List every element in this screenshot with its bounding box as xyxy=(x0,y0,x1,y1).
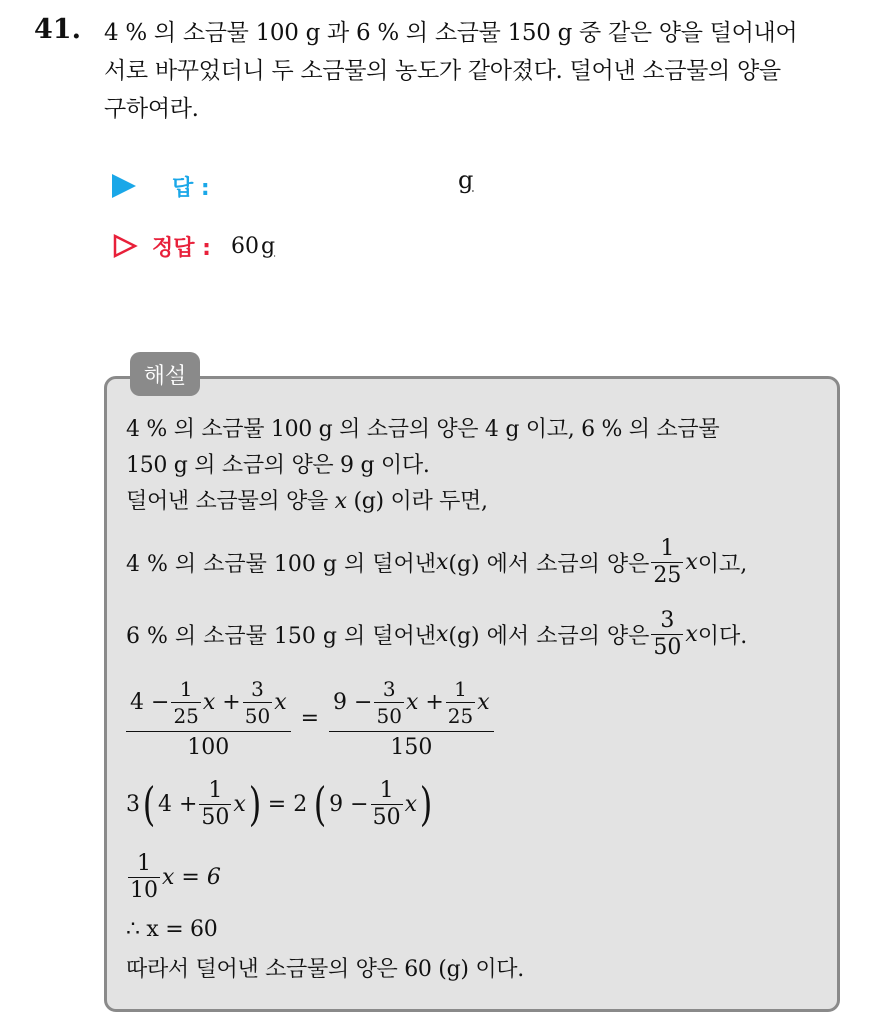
fraction xyxy=(446,676,475,729)
numerator: 3 xyxy=(251,677,264,701)
text: 덜어낸 소금물의 양을 xyxy=(126,489,335,514)
equation-3 xyxy=(126,842,836,912)
denominator: 25 xyxy=(653,562,682,588)
var-x: x xyxy=(404,791,418,817)
text: 4 − xyxy=(130,690,170,715)
text: 이다. xyxy=(697,623,748,649)
numerator: 3 xyxy=(382,677,396,701)
denominator: 50 xyxy=(201,804,230,830)
question-number: 41. xyxy=(34,14,81,45)
solution-line xyxy=(126,484,836,520)
correct-answer-row xyxy=(112,226,275,266)
text: 9 − xyxy=(333,690,373,715)
fraction xyxy=(171,676,200,729)
question-text xyxy=(104,14,874,128)
numerator: 1 xyxy=(660,535,675,561)
text: 4 + xyxy=(157,791,198,817)
denominator: 25 xyxy=(173,704,199,728)
outline-triangle-icon xyxy=(112,233,138,259)
text: (g) 에서 소금의 양은 xyxy=(448,551,650,577)
text: (g) 이라 두면, xyxy=(346,489,488,514)
denominator: 10 xyxy=(130,877,158,903)
equation-4: ∴ x = 60 xyxy=(126,917,218,942)
text: = 2 xyxy=(267,791,308,817)
numerator: 1 xyxy=(179,677,193,701)
solution-line xyxy=(126,598,836,670)
numerator: 1 xyxy=(379,777,394,803)
text: 9 − xyxy=(329,791,369,817)
answer-label: 답 : xyxy=(172,175,210,201)
var-x: x xyxy=(435,621,449,647)
var-x: x xyxy=(477,690,490,715)
left-paren: ( xyxy=(313,777,327,831)
fraction xyxy=(651,608,683,661)
correct-value-number: 60 xyxy=(230,233,259,259)
var-x: x xyxy=(274,690,287,715)
equation-2 xyxy=(126,766,836,842)
text: x + xyxy=(405,690,444,715)
var-x: x xyxy=(435,549,449,575)
numerator: 3 xyxy=(660,607,675,633)
question-line: 4 % 의 소금물 100 g 과 6 % 의 소금물 150 g 중 같은 양을 덜어내어 xyxy=(104,20,798,46)
correct-answer-value xyxy=(231,234,275,259)
text: 4 % 의 소금물 100 g 의 덜어낸 xyxy=(126,551,436,577)
play-triangle-icon xyxy=(112,174,136,198)
left-paren: ( xyxy=(142,777,156,831)
var-x: x xyxy=(334,489,347,514)
var-x: x xyxy=(685,621,698,647)
denominator: 150 xyxy=(329,731,494,762)
denominator: 50 xyxy=(376,704,402,728)
solution-line xyxy=(126,526,836,598)
fraction xyxy=(374,676,403,729)
text: (g) 에서 소금의 양은 xyxy=(448,623,650,649)
solution-conclusion: 따라서 덜어낸 소금물의 양은 60 (g) 이다. xyxy=(126,957,524,982)
big-fraction-left xyxy=(126,675,291,762)
correct-answer-unit: g xyxy=(260,233,276,259)
equals-sign: = xyxy=(300,705,320,731)
answer-row xyxy=(112,166,474,206)
text: x + xyxy=(202,690,241,715)
fraction xyxy=(651,536,683,589)
var-x: x xyxy=(233,791,246,817)
answer-unit: g xyxy=(458,166,474,194)
solution-content xyxy=(126,412,836,988)
solution-line: 4 % 의 소금물 100 g 의 소금의 양은 4 g 이고, 6 % 의 소금물 xyxy=(126,417,720,442)
var-x: x xyxy=(685,549,698,575)
denominator: 50 xyxy=(244,704,271,728)
solution-tab: 해설 xyxy=(130,352,200,396)
fraction xyxy=(371,778,403,831)
numerator: 1 xyxy=(137,850,151,876)
text: 3 xyxy=(126,791,140,817)
denominator: 100 xyxy=(126,731,291,762)
numerator: 1 xyxy=(454,677,467,701)
numerator: 1 xyxy=(208,777,223,803)
text: 이고, xyxy=(697,551,748,577)
question-line: 서로 바꾸었더니 두 소금물의 농도가 같아졌다. 덜어낸 소금물의 양을 xyxy=(104,58,781,84)
denominator: 50 xyxy=(372,804,401,830)
fraction xyxy=(128,851,160,904)
text: x = 6 xyxy=(162,864,221,890)
fraction xyxy=(243,676,272,729)
denominator: 50 xyxy=(653,634,682,660)
big-fraction-right xyxy=(329,675,494,762)
equation-1 xyxy=(126,670,836,766)
solution-line: 150 g 의 소금의 양은 9 g 이다. xyxy=(126,453,430,478)
right-paren: ) xyxy=(248,777,262,831)
correct-answer-label: 정답 : xyxy=(152,235,211,261)
denominator: 25 xyxy=(447,704,474,728)
fraction xyxy=(199,778,231,831)
text: 6 % 의 소금물 150 g 의 덜어낸 xyxy=(126,623,436,649)
right-paren: ) xyxy=(419,777,433,831)
question-line: 구하여라. xyxy=(104,96,199,122)
